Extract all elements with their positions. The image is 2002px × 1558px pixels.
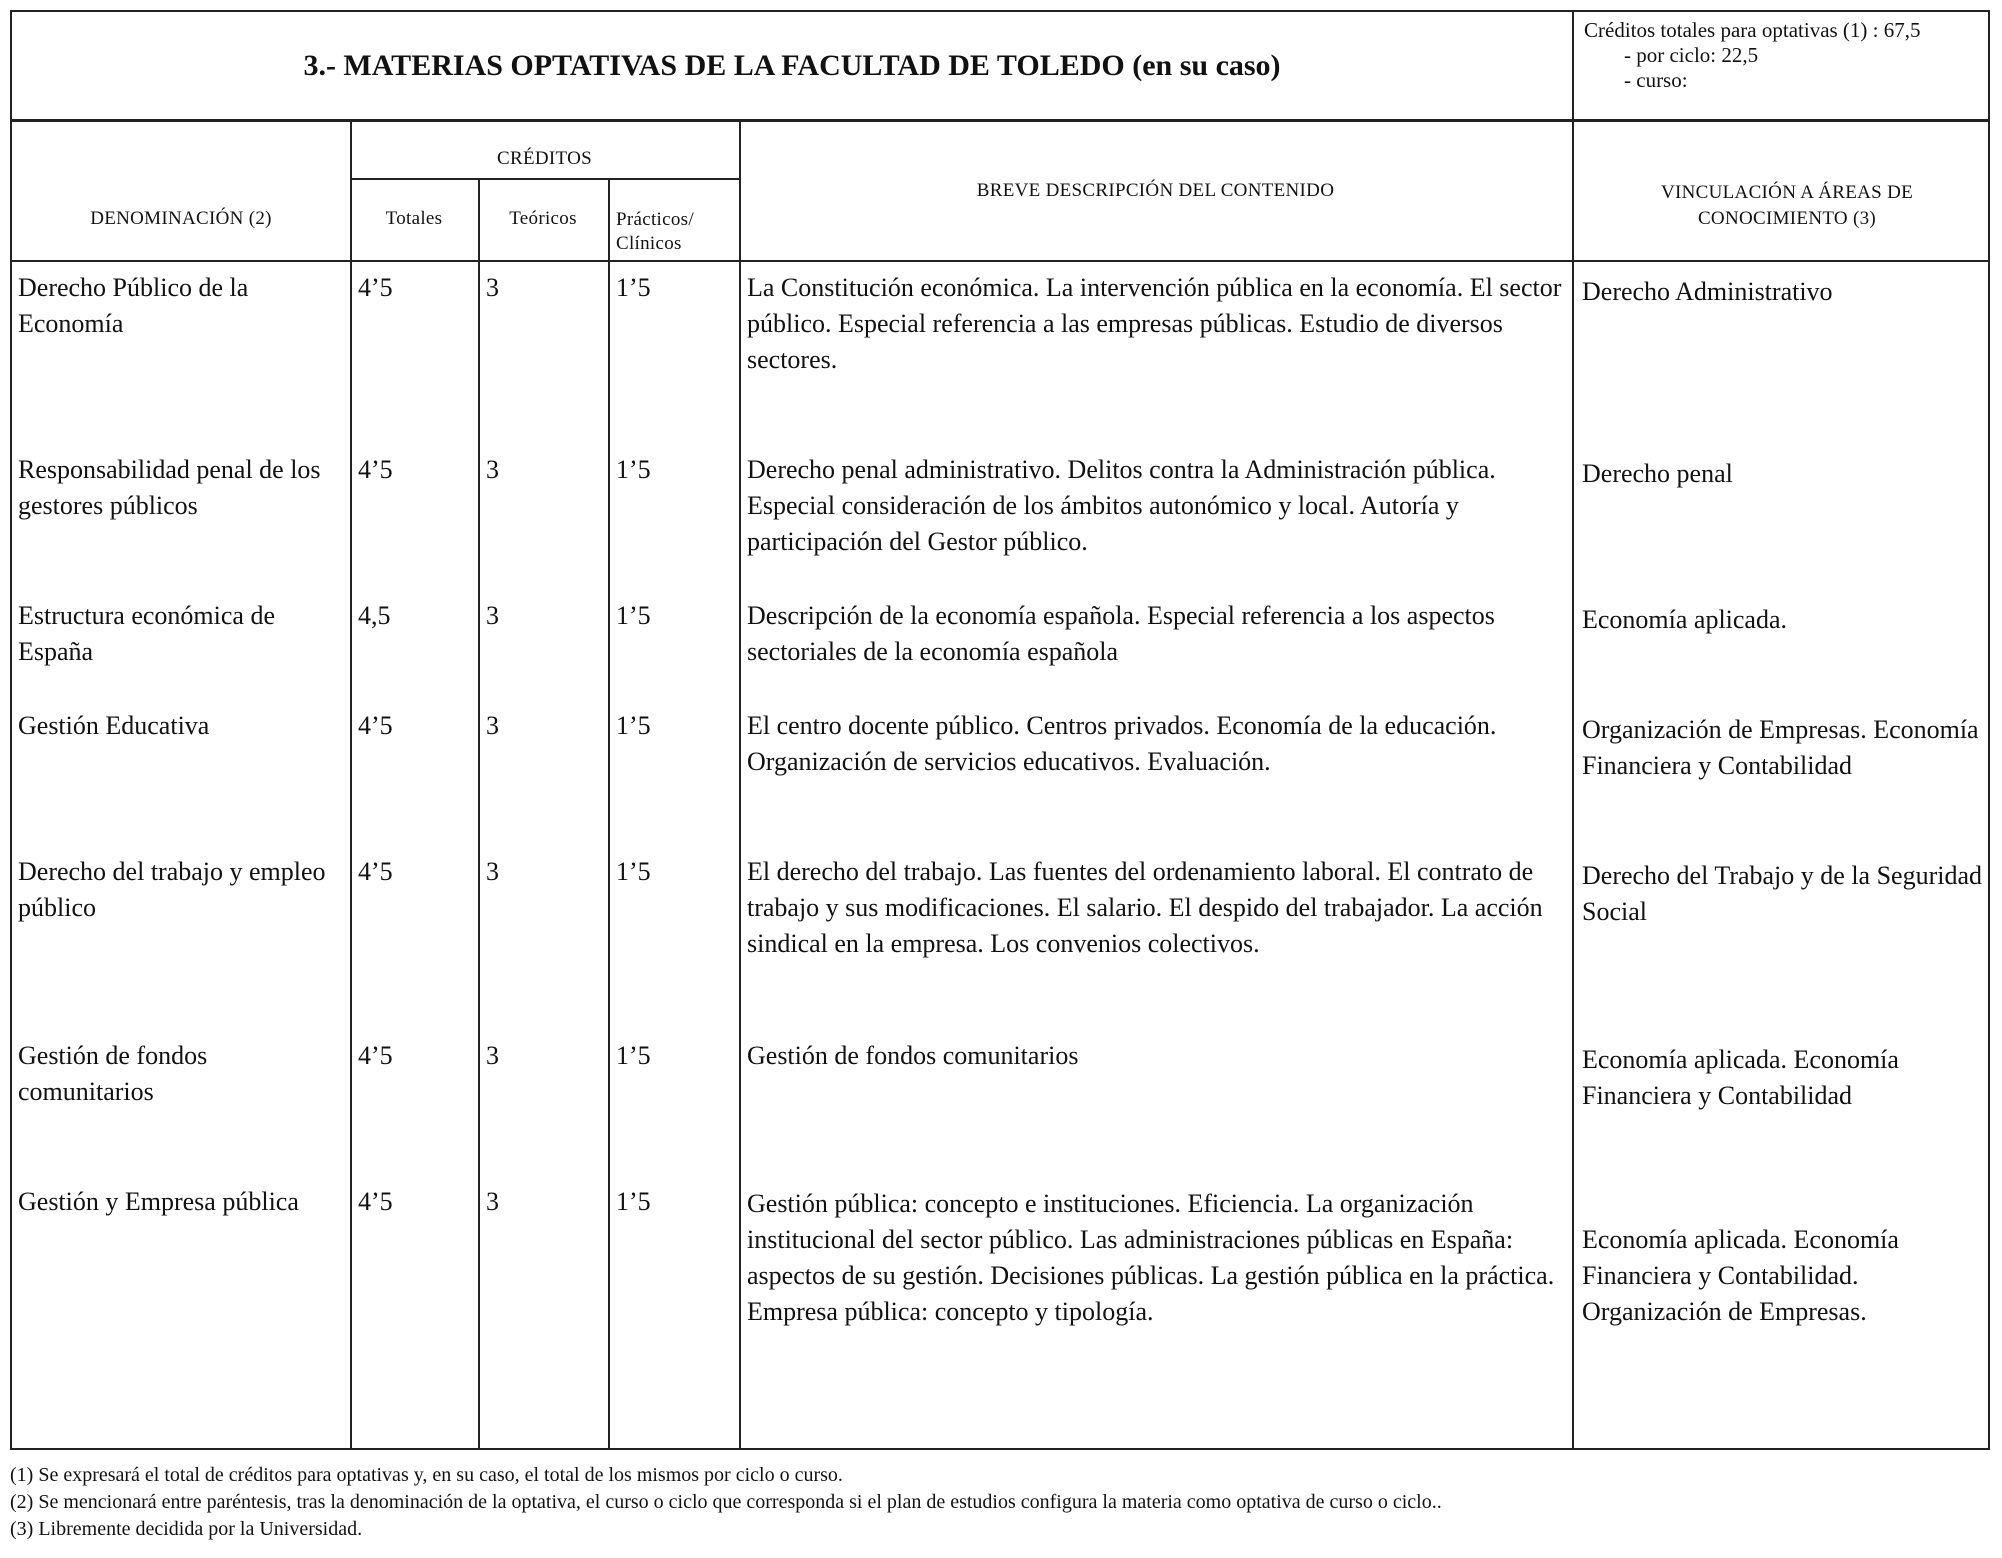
row-vinculacion: Economía aplicada. Economía Financiera y Contabilidad. Organización de Empresas. <box>1582 1225 1899 1326</box>
row-descripcion: El derecho del trabajo. Las fuentes del ordenamiento laboral. El contrato de trabajo y sus modificaciones. El salario. El despido del trabajador. La acción sindical en la empresa. Los convenios colectivos. <box>747 857 1543 958</box>
col-divider <box>350 122 352 1448</box>
row-teoricos: 3 <box>486 273 499 302</box>
header-practicos: Prácticos/ Clínicos <box>616 209 694 254</box>
row-vinculacion: Economía aplicada. <box>1582 605 1788 634</box>
credits-total: Créditos totales para optativas (1) : 67,5 <box>1584 18 1921 42</box>
row-denominacion: Responsabilidad penal de los gestores públicos <box>18 455 321 520</box>
row-denominacion: Gestión Educativa <box>18 711 210 740</box>
subjects-table <box>10 120 1990 1450</box>
col-divider <box>739 122 741 1448</box>
page-title: 3.- MATERIAS OPTATIVAS DE LA FACULTAD DE TOLEDO (en su caso) <box>303 48 1281 82</box>
row-descripcion: Gestión de fondos comunitarios <box>747 1041 1079 1070</box>
row-vinculacion: Derecho penal <box>1582 459 1733 488</box>
row-totales: 4’5 <box>358 273 393 302</box>
row-teoricos: 3 <box>486 711 499 740</box>
col-divider <box>608 178 610 1448</box>
header-totales: Totales <box>385 208 443 229</box>
row-practicos: 1’5 <box>616 857 651 886</box>
row-totales: 4’5 <box>358 857 393 886</box>
title-band <box>10 10 1990 121</box>
row-vinculacion: Derecho del Trabajo y de la Seguridad Social <box>1582 861 1983 926</box>
row-totales: 4’5 <box>358 455 393 484</box>
row-descripcion: Gestión pública: concepto e instituciones. Eficiencia. La organización institucional del sector público. Las administraciones públicas en España: aspectos de su gestión. Decisiones públicas. La gestión pública en la práctica. Empresa pública: concepto y tipología. <box>747 1189 1555 1326</box>
col-divider <box>478 178 480 1448</box>
row-descripcion: La Constitución económica. La intervención pública en la economía. El sector público. Especial referencia a las empresas públicas. Estudio de diversos sectores. <box>747 273 1562 374</box>
credits-box <box>1572 12 1988 119</box>
credits-per-course: - curso: <box>1624 68 1688 92</box>
row-denominacion: Derecho Público de la Economía <box>18 273 249 338</box>
footnote-1: (1) Se expresará el total de créditos para optativas y, en su caso, el total de los mismos por ciclo o curso. <box>10 1464 843 1486</box>
creditos-underline <box>350 178 739 180</box>
header-descripcion: BREVE DESCRIPCIÓN DEL CONTENIDO <box>976 180 1335 201</box>
row-vinculacion: Derecho Administrativo <box>1582 277 1833 306</box>
credits-per-cycle: - por ciclo: 22,5 <box>1624 43 1759 67</box>
row-teoricos: 3 <box>486 857 499 886</box>
header-creditos: CRÉDITOS <box>497 148 592 169</box>
row-denominacion: Gestión de fondos comunitarios <box>18 1041 208 1106</box>
row-totales: 4,5 <box>358 601 391 630</box>
row-practicos: 1’5 <box>616 1187 651 1216</box>
row-vinculacion: Organización de Empresas. Economía Financiera y Contabilidad <box>1582 715 1979 780</box>
header-teoricos: Teóricos <box>509 208 577 229</box>
row-practicos: 1’5 <box>616 601 651 630</box>
row-practicos: 1’5 <box>616 455 651 484</box>
row-denominacion: Estructura económica de España <box>18 601 275 666</box>
row-teoricos: 3 <box>486 1187 499 1216</box>
footnote-2: (2) Se mencionará entre paréntesis, tras la denominación de la optativa, el curso o ciclo que corresponda si el plan de estudios configura la materia como optativa de curso o ciclo.. <box>10 1491 1442 1513</box>
row-teoricos: 3 <box>486 455 499 484</box>
row-descripcion: El centro docente público. Centros privados. Economía de la educación. Organización de servicios educativos. Evaluación. <box>747 711 1497 776</box>
row-totales: 4’5 <box>358 711 393 740</box>
row-totales: 4’5 <box>358 1187 393 1216</box>
row-descripcion: Derecho penal administrativo. Delitos contra la Administración pública. Especial consideración de los ámbitos autonómico y local. Autoría y participación del Gestor público. <box>747 455 1496 556</box>
header-bottom-line <box>12 260 1988 262</box>
footnote-3: (3) Libremente decidida por la Universidad. <box>10 1518 363 1540</box>
header-denominacion: DENOMINACIÓN (2) <box>90 208 272 229</box>
row-practicos: 1’5 <box>616 711 651 740</box>
row-vinculacion: Economía aplicada. Economía Financiera y Contabilidad <box>1582 1045 1899 1110</box>
row-practicos: 1’5 <box>616 273 651 302</box>
header-vinculacion: VINCULACIÓN A ÁREAS DE CONOCIMIENTO (3) <box>1660 182 1914 229</box>
row-denominacion: Derecho del trabajo y empleo público <box>18 857 326 922</box>
col-divider <box>1572 122 1574 1448</box>
row-teoricos: 3 <box>486 601 499 630</box>
row-totales: 4’5 <box>358 1041 393 1070</box>
footnotes <box>10 1462 1990 1543</box>
row-practicos: 1’5 <box>616 1041 651 1070</box>
row-denominacion: Gestión y Empresa pública <box>18 1187 299 1216</box>
row-descripcion: Descripción de la economía española. Especial referencia a los aspectos sectoriales de la economía española <box>747 601 1495 666</box>
row-teoricos: 3 <box>486 1041 499 1070</box>
